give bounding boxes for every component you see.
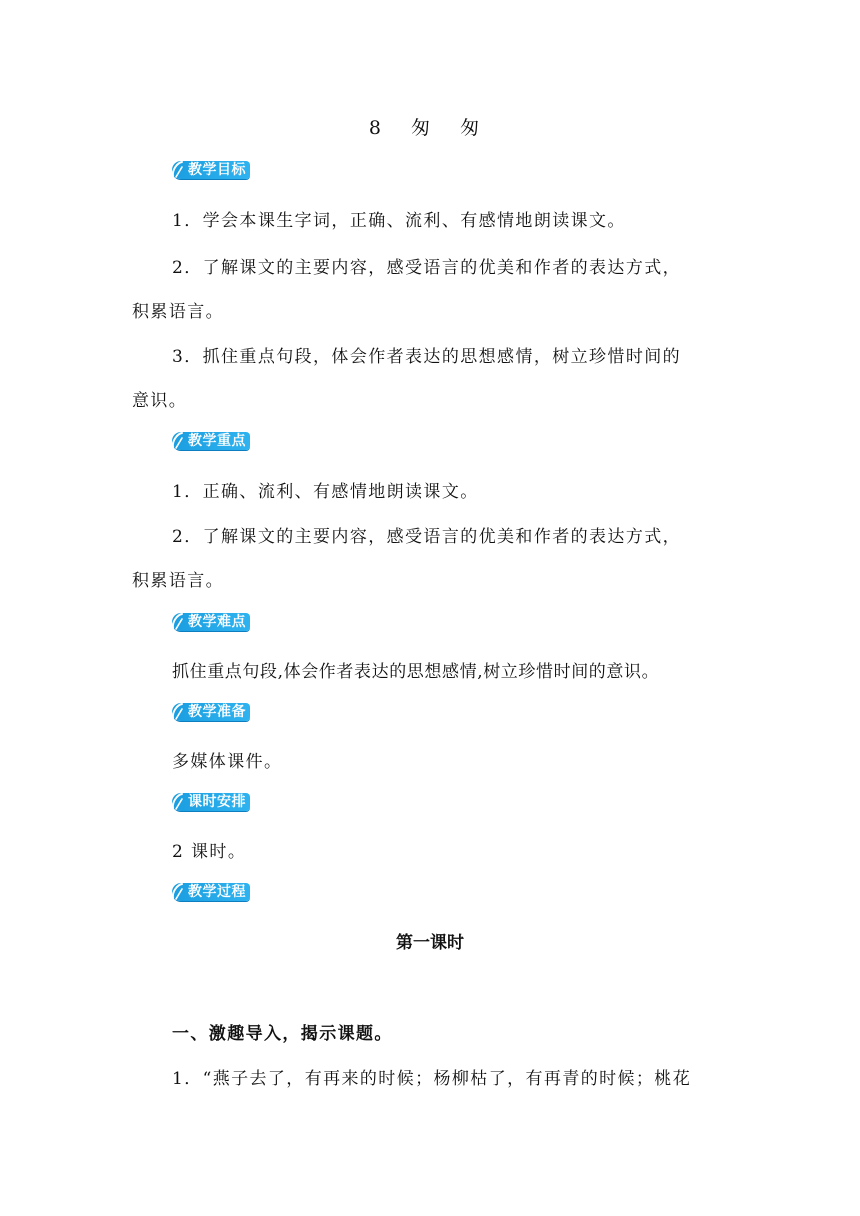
lesson-period-title: 第一课时 bbox=[396, 933, 464, 953]
section-tag-label: 课时安排 bbox=[188, 794, 246, 810]
section-tag-goals bbox=[172, 160, 252, 180]
step-1-line-1: 1．“燕子去了，有再来的时候；杨柳枯了，有再青的时候；桃花 bbox=[172, 1069, 692, 1089]
section-tag-pill bbox=[172, 703, 250, 721]
section-tag-label: 教学难点 bbox=[188, 614, 246, 630]
step-1-heading: 一、激趣导入，揭示课题。 bbox=[172, 1024, 393, 1044]
goals-line-1: 1．学会本课生字词，正确、流利、有感情地朗读课文。 bbox=[172, 211, 626, 231]
pencil-swoosh-icon bbox=[170, 882, 186, 902]
section-tag-label: 教学过程 bbox=[188, 884, 246, 900]
goals-line-3a: 3．抓住重点句段，体会作者表达的思想感情，树立珍惜时间的 bbox=[172, 347, 682, 367]
lesson-title: 8 匆 匆 bbox=[368, 117, 492, 139]
difficulties-line-1: 抓住重点句段,体会作者表达的思想感情,树立珍惜时间的意识。 bbox=[172, 662, 660, 682]
key-points-line-2b: 积累语言。 bbox=[132, 571, 224, 591]
section-tag-key-points bbox=[172, 431, 252, 451]
pencil-swoosh-icon bbox=[170, 160, 186, 180]
section-tag-label: 教学准备 bbox=[188, 704, 246, 720]
section-tag-preparation bbox=[172, 702, 252, 722]
schedule-line-1: 2 课时。 bbox=[172, 842, 247, 862]
section-tag-label: 教学重点 bbox=[188, 433, 246, 449]
pencil-swoosh-icon bbox=[170, 702, 186, 722]
section-tag-difficulties bbox=[172, 612, 252, 632]
section-tag-schedule bbox=[172, 792, 252, 812]
section-tag-pill bbox=[172, 613, 250, 631]
preparation-line-1: 多媒体课件。 bbox=[172, 752, 283, 772]
goals-line-2b: 积累语言。 bbox=[132, 302, 224, 322]
pencil-swoosh-icon bbox=[170, 792, 186, 812]
section-tag-pill bbox=[172, 883, 250, 901]
goals-line-3b: 意识。 bbox=[132, 391, 188, 411]
pencil-swoosh-icon bbox=[170, 431, 186, 451]
section-tag-pill bbox=[172, 793, 250, 811]
pencil-swoosh-icon bbox=[170, 612, 186, 632]
key-points-line-1: 1．正确、流利、有感情地朗读课文。 bbox=[172, 482, 479, 502]
section-tag-pill bbox=[172, 432, 250, 450]
goals-line-2a: 2．了解课文的主要内容，感受语言的优美和作者的表达方式， bbox=[172, 258, 682, 278]
section-tag-process bbox=[172, 882, 252, 902]
section-tag-pill bbox=[172, 161, 250, 179]
section-tag-label: 教学目标 bbox=[188, 162, 246, 178]
key-points-line-2a: 2．了解课文的主要内容，感受语言的优美和作者的表达方式， bbox=[172, 527, 682, 547]
